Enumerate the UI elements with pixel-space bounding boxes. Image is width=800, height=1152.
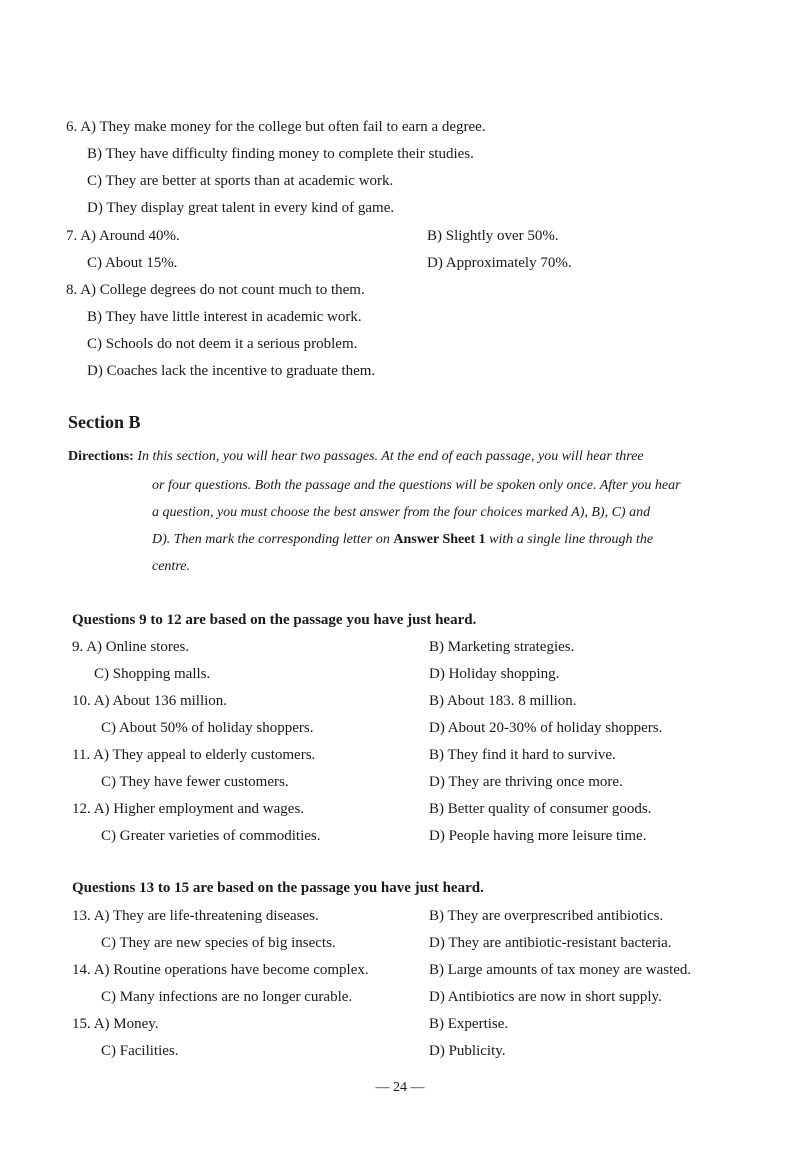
option-letter: C) <box>101 720 116 736</box>
question-9-option-b <box>429 640 574 655</box>
option-text: They have fewer customers. <box>119 774 289 790</box>
question-9-option-d <box>429 667 559 682</box>
question-15-option-b <box>429 1017 508 1032</box>
option-letter: C) <box>94 666 109 682</box>
question-7-option-b <box>427 229 559 244</box>
option-text: They have difficulty finding money to complete their studies. <box>105 146 474 162</box>
question-9 <box>72 640 189 655</box>
directions-line-4: D). Then mark the corresponding letter on <box>152 532 390 547</box>
option-letter: D) <box>429 720 445 736</box>
question-15-option-d <box>429 1044 506 1059</box>
option-text: About 136 million. <box>112 693 228 709</box>
option-letter: B) <box>429 639 444 655</box>
option-text: They are antibiotic-resistant bacteria. <box>448 935 672 951</box>
option-letter: B) <box>429 962 444 978</box>
option-letter: C) <box>87 173 102 189</box>
question-number: 7. <box>66 228 78 244</box>
option-letter: D) <box>427 255 443 271</box>
option-text: Publicity. <box>448 1043 506 1059</box>
option-text: College degrees do not count much to them. <box>99 282 365 298</box>
question-12-option-c <box>101 829 321 844</box>
question-number: 6. <box>66 119 78 135</box>
option-text: They are life-threatening diseases. <box>113 908 319 924</box>
question-8 <box>66 283 365 298</box>
question-14-option-b <box>429 963 691 978</box>
question-7-option-c <box>87 256 177 271</box>
option-text: Holiday shopping. <box>448 666 560 682</box>
option-letter: B) <box>87 146 102 162</box>
option-letter: C) <box>87 336 102 352</box>
answer-sheet-label: Answer Sheet 1 <box>393 532 486 547</box>
question-15 <box>72 1017 159 1032</box>
option-text: Online stores. <box>105 639 190 655</box>
question-7-option-d <box>427 256 572 271</box>
question-9-option-c <box>94 667 210 682</box>
question-number: 10. <box>72 693 91 709</box>
option-letter: A) <box>80 282 97 298</box>
option-text: Schools do not deem it a serious problem. <box>105 336 358 352</box>
option-text: They appeal to elderly customers. <box>112 747 316 763</box>
directions-line-2: or four questions. Both the passage and the questions will be spoken only once. After you hear <box>152 478 681 493</box>
option-text: Marketing strategies. <box>447 639 575 655</box>
option-text: They display great talent in every kind of game. <box>106 200 395 216</box>
question-11-option-d <box>429 775 623 790</box>
option-letter: C) <box>101 1043 116 1059</box>
page-number: — 24 — <box>375 1080 425 1095</box>
option-text: Money. <box>113 1016 159 1032</box>
option-letter: C) <box>101 774 116 790</box>
question-13-option-d <box>429 936 672 951</box>
option-text: Antibiotics are now in short supply. <box>447 989 662 1005</box>
question-8-option-c <box>87 337 357 352</box>
group-heading-9-12: Questions 9 to 12 are based on the passage you have just heard. <box>72 612 477 628</box>
option-letter: C) <box>101 989 116 1005</box>
option-text: Slightly over 50%. <box>445 228 559 244</box>
option-text: Many infections are no longer curable. <box>119 989 353 1005</box>
option-letter: B) <box>429 747 444 763</box>
option-letter: B) <box>429 908 444 924</box>
option-letter: C) <box>101 828 116 844</box>
group-heading-13-15: Questions 13 to 15 are based on the passage you have just heard. <box>72 880 484 896</box>
option-letter: B) <box>429 1016 444 1032</box>
option-letter: C) <box>87 255 102 271</box>
option-text: Coaches lack the incentive to graduate them. <box>106 363 376 379</box>
question-14 <box>72 963 369 978</box>
question-10-option-b <box>429 694 577 709</box>
question-6-option-c <box>87 174 393 189</box>
option-letter: A) <box>86 639 103 655</box>
option-letter: B) <box>429 693 444 709</box>
option-text: Facilities. <box>119 1043 179 1059</box>
question-6 <box>66 120 486 135</box>
option-text: They are new species of big insects. <box>119 935 336 951</box>
question-number: 14. <box>72 962 91 978</box>
directions-line-1: In this section, you will hear two passages. At the end of each passage, you will hear three <box>137 449 644 464</box>
question-number: 13. <box>72 908 91 924</box>
option-text: Better quality of consumer goods. <box>447 801 652 817</box>
option-letter: B) <box>429 801 444 817</box>
question-8-option-d <box>87 364 375 379</box>
question-13-option-c <box>101 936 336 951</box>
option-text: They are thriving once more. <box>448 774 623 790</box>
question-6-option-b <box>87 147 474 162</box>
option-text: Greater varieties of commodities. <box>119 828 321 844</box>
question-15-option-c <box>101 1044 179 1059</box>
question-14-option-c <box>101 990 352 1005</box>
option-text: Shopping malls. <box>112 666 211 682</box>
option-text: Expertise. <box>447 1016 509 1032</box>
option-text: Routine operations have become complex. <box>113 962 369 978</box>
option-letter: A) <box>93 693 110 709</box>
question-7 <box>66 229 180 244</box>
question-12-option-b <box>429 802 651 817</box>
option-letter: A) <box>93 801 110 817</box>
option-text: They are better at sports than at academic work. <box>105 173 394 189</box>
question-12 <box>72 802 304 817</box>
question-11-option-b <box>429 748 616 763</box>
question-10-option-d <box>429 721 662 736</box>
question-12-option-d <box>429 829 646 844</box>
option-text: About 50% of holiday shoppers. <box>118 720 314 736</box>
question-number: 9. <box>72 639 84 655</box>
option-letter: D) <box>429 666 445 682</box>
option-letter: D) <box>429 828 445 844</box>
question-number: 15. <box>72 1016 91 1032</box>
option-letter: A) <box>80 119 97 135</box>
option-letter: A) <box>93 908 110 924</box>
option-letter: B) <box>87 309 102 325</box>
option-letter: A) <box>93 1016 110 1032</box>
question-number: 11. <box>72 747 91 763</box>
option-text: About 15%. <box>104 255 178 271</box>
option-letter: A) <box>93 747 109 763</box>
directions-line-4-tail: with a single line through the <box>489 532 654 547</box>
question-14-option-d <box>429 990 662 1005</box>
question-number: 12. <box>72 801 91 817</box>
option-text: People having more leisure time. <box>448 828 647 844</box>
option-letter: D) <box>429 989 445 1005</box>
directions-label: Directions: <box>68 449 134 464</box>
question-10-option-c <box>101 721 314 736</box>
option-text: Large amounts of tax money are wasted. <box>447 962 692 978</box>
directions-line-3: a question, you must choose the best answer from the four choices marked A), B), C) and <box>152 505 651 520</box>
directions-line-5: centre. <box>152 559 190 574</box>
option-text: They are overprescribed antibiotics. <box>447 908 664 924</box>
option-letter: A) <box>93 962 110 978</box>
question-11-option-c <box>101 775 289 790</box>
question-number: 8. <box>66 282 78 298</box>
question-10 <box>72 694 227 709</box>
option-text: Higher employment and wages. <box>113 801 305 817</box>
option-text: Around 40%. <box>98 228 180 244</box>
option-text: About 20-30% of holiday shoppers. <box>447 720 663 736</box>
question-6-option-d <box>87 201 394 216</box>
option-text: They have little interest in academic work. <box>105 309 362 325</box>
option-letter: C) <box>101 935 116 951</box>
section-title: Section B <box>68 412 141 432</box>
question-8-option-b <box>87 310 362 325</box>
option-letter: D) <box>429 1043 445 1059</box>
question-13 <box>72 909 319 924</box>
option-text: Approximately 70%. <box>445 255 572 271</box>
option-letter: A) <box>80 228 97 244</box>
option-letter: B) <box>427 228 442 244</box>
option-text: They make money for the college but often fail to earn a degree. <box>99 119 486 135</box>
option-letter: D) <box>429 935 445 951</box>
option-text: About 183. 8 million. <box>446 693 577 709</box>
option-letter: D) <box>87 363 103 379</box>
option-letter: D) <box>429 774 445 790</box>
option-letter: D) <box>87 200 103 216</box>
question-11 <box>72 748 315 763</box>
question-13-option-b <box>429 909 663 924</box>
option-text: They find it hard to survive. <box>447 747 616 763</box>
